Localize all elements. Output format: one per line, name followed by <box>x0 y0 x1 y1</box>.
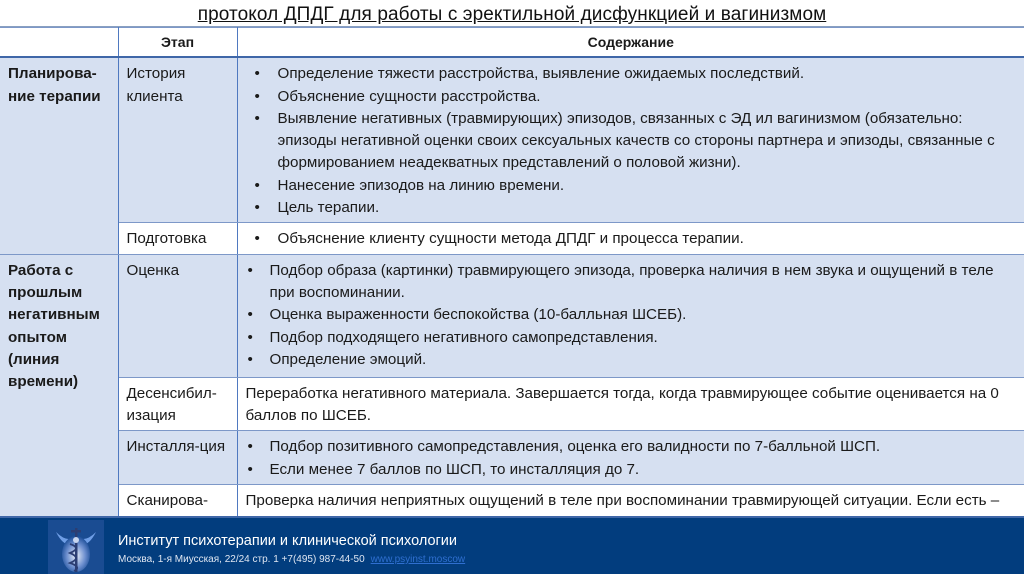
content-cell: Проверка наличия неприятных ощущений в теле при воспоминании травмирующей ситуации. Если есть – <box>237 484 1024 538</box>
table-header-row <box>0 28 1024 58</box>
table-row <box>0 431 1024 485</box>
content-cell <box>237 223 1024 254</box>
phase-cell: Работа с прошлым негативным опытом (линия времени) <box>0 254 118 538</box>
list-item: • Определение тяжести расстройства, выявление ожидаемых последствий. <box>246 63 1017 85</box>
stage-cell: Сканирова- <box>118 484 237 538</box>
list-item: • Выявление негативных (травмирующих) эпизодов, связанных с ЭД ил вагинизмом (обязательно: эпизоды негативной оценки своих сексуальных качеств со стороны партнера и эпизоды, связанные с формированием неадекватных представлений о половой жизни). <box>246 108 1017 175</box>
content-cell <box>237 57 1024 223</box>
stage-cell: Инсталля-ция <box>118 431 237 485</box>
header-content: Содержание <box>237 28 1024 58</box>
table-row <box>0 57 1024 223</box>
list-item: • Определение эмоций. <box>246 349 1017 371</box>
table-row <box>0 254 1024 377</box>
footer-bar <box>0 516 1024 574</box>
list-item: • Подбор образа (картинки) травмирующего эпизода, проверка наличия в нем звука и ощущений в теле при воспоминании. <box>246 260 1017 305</box>
institute-name: Институт психотерапии и клинической психологии <box>118 533 458 549</box>
stage-cell: Подготовка <box>118 223 237 254</box>
address-text: Москва, 1-я Миусская, 22/24 стр. 1 +7(495) 987-44-50 <box>118 554 365 565</box>
phase-cell: Планирова-ние терапии <box>0 57 118 254</box>
page-title: протокол ДПДГ для работы с эректильной дисфункцией и вагинизмом <box>197 4 827 25</box>
header-stage: Этап <box>118 28 237 58</box>
table-row <box>0 223 1024 254</box>
stage-cell: История клиента <box>118 57 237 223</box>
content-cell <box>237 254 1024 377</box>
list-item: • Если менее 7 баллов по ШСП, то инсталляция до 7. <box>246 459 1017 481</box>
list-item: • Цель терапии. <box>246 197 1017 219</box>
list-item: • Нанесение эпизодов на линию времени. <box>246 175 1017 197</box>
list-item: • Оценка выраженности беспокойства (10-балльная ШСЕБ). <box>246 304 1017 326</box>
institute-contacts <box>118 554 465 565</box>
table-row <box>0 377 1024 431</box>
content-cell <box>237 431 1024 485</box>
stage-cell: Десенсибил-изация <box>118 377 237 431</box>
protocol-table <box>0 27 1024 538</box>
content-cell: Переработка негативного материала. Завершается тогда, когда травмирующее событие оценивается на 0 баллов по ШСЕБ. <box>237 377 1024 431</box>
caduceus-logo-icon <box>48 520 104 574</box>
website-link[interactable]: www.psyinst.moscow <box>370 554 466 565</box>
list-item: • Объяснение сущности расстройства. <box>246 86 1017 108</box>
list-item: • Подбор позитивного самопредставления, оценка его валидности по 7-балльной ШСП. <box>246 436 1017 458</box>
list-item: • Подбор подходящего негативного самопредставления. <box>246 327 1017 349</box>
stage-cell: Оценка <box>118 254 237 377</box>
list-item: • Объяснение клиенту сущности метода ДПДГ и процесса терапии. <box>246 228 1017 250</box>
header-phase <box>0 28 118 58</box>
